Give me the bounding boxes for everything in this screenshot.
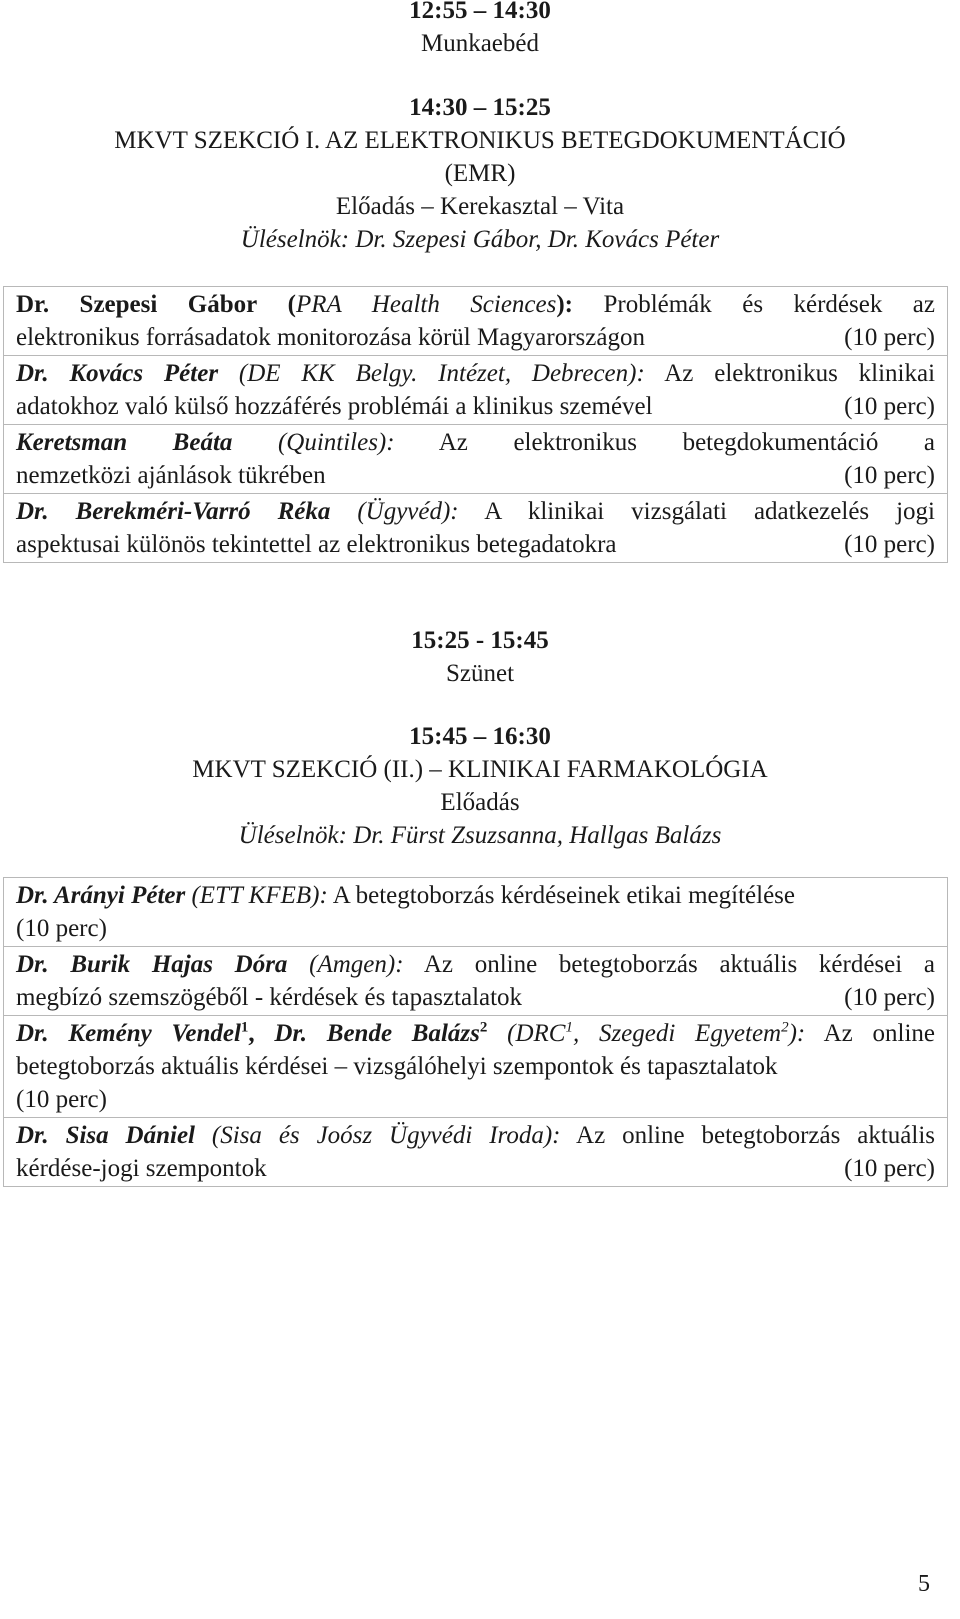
talk-title: Az elektronikus klinikai bbox=[664, 360, 936, 387]
affiliation-part: ): bbox=[788, 1020, 806, 1047]
talk-line bbox=[16, 495, 935, 528]
talk-row bbox=[4, 1118, 948, 1187]
break-time: 15:25 - 15:45 bbox=[411, 627, 549, 654]
talk-cell bbox=[4, 1016, 948, 1118]
talk-title-cont: nemzetközi ajánlások tükrében bbox=[16, 462, 326, 489]
talk-row bbox=[4, 494, 948, 563]
session1-time: 14:30 – 15:25 bbox=[409, 94, 551, 121]
talk-speaker: Dr. Sisa Dániel bbox=[16, 1122, 195, 1149]
session2-talk-table bbox=[3, 877, 948, 1187]
talk-row bbox=[4, 425, 948, 494]
talk-row bbox=[4, 878, 948, 947]
talk-duration: (10 perc) bbox=[16, 1086, 107, 1113]
footnote-marker: 2 bbox=[479, 1019, 488, 1036]
session1-title-line2: (EMR) bbox=[444, 160, 516, 187]
session2-title: MKVT SZEKCIÓ (II.) – KLINIKAI FARMAKOLÓGIA bbox=[192, 756, 768, 783]
footnote-marker: 2 bbox=[781, 1019, 789, 1036]
talk-speaker: Dr. Bende Balázs bbox=[274, 1020, 480, 1047]
session1-header bbox=[0, 91, 960, 256]
talk-affiliation: (Sisa és Joósz Ügyvédi Iroda): bbox=[211, 1122, 561, 1149]
talk-duration: (10 perc) bbox=[844, 1155, 935, 1182]
session2-header bbox=[0, 720, 960, 852]
talk-line bbox=[16, 426, 935, 459]
session1-title-line1: MKVT SZEKCIÓ I. AZ ELEKTRONIKUS BETEGDOKUMENTÁCIÓ bbox=[114, 127, 846, 154]
talk-cell bbox=[4, 494, 948, 563]
footnote-marker: 1 bbox=[565, 1019, 573, 1036]
break-block bbox=[0, 624, 960, 690]
talk-speaker: Dr. Burik Hajas Dóra bbox=[16, 951, 288, 978]
talk-title-cont: megbízó szemszögéből - kérdések és tapasztalatok bbox=[16, 984, 523, 1011]
talk-duration: (10 perc) bbox=[844, 531, 935, 558]
talk-title-cont: betegtoborzás aktuális kérdései – vizsgálóhelyi szempontok és tapasztalatok bbox=[16, 1053, 778, 1080]
talk-title: Az online betegtoborzás aktuális bbox=[576, 1122, 936, 1149]
talk-title-cont: aspektusai különös tekintettel az elektronikus betegadatokra bbox=[16, 531, 617, 558]
talk-row bbox=[4, 287, 948, 356]
talk-title: A betegtoborzás kérdéseinek etikai megítélése bbox=[332, 882, 796, 909]
talk-row bbox=[4, 1016, 948, 1118]
talk-speaker: Dr. Kovács Péter bbox=[16, 360, 219, 387]
break-title: Szünet bbox=[445, 660, 515, 687]
affiliation-part: , Szegedi Egyetem bbox=[572, 1020, 782, 1047]
lunch-time: 12:55 – 14:30 bbox=[409, 0, 551, 24]
talk-title: Az online betegtoborzás aktuális kérdései a bbox=[423, 951, 935, 978]
talk-title: A klinikai vizsgálati adatkezelés jogi bbox=[484, 498, 935, 525]
talk-line bbox=[16, 357, 935, 390]
talk-speaker: Keretsman Beáta bbox=[16, 429, 233, 456]
page-number: 5 bbox=[918, 1571, 930, 1597]
talk-speaker: Dr. Kemény Vendel bbox=[16, 1020, 241, 1047]
footnote-marker: 1 bbox=[240, 1019, 249, 1036]
talk-title: Az online bbox=[823, 1020, 936, 1047]
talk-affiliation: (DE KK Belgy. Intézet, Debrecen): bbox=[238, 360, 645, 387]
talk-affiliation: (Quintiles): bbox=[277, 429, 395, 456]
talk-line bbox=[16, 528, 935, 561]
talk-line bbox=[16, 1017, 935, 1050]
session1-format: Előadás – Kerekasztal – Vita bbox=[335, 193, 625, 220]
talk-cell bbox=[4, 1118, 948, 1187]
affiliation-part: (DRC bbox=[507, 1020, 566, 1047]
session2-chairs: Üléselnök: Dr. Fürst Zsuzsanna, Hallgas Balázs bbox=[238, 822, 722, 849]
talk-affiliation: (Amgen): bbox=[309, 951, 404, 978]
session2-time: 15:45 – 16:30 bbox=[409, 723, 551, 750]
talk-cell bbox=[4, 287, 948, 356]
talk-title-cont: elektronikus forrásadatok monitorozása körül Magyarországon bbox=[16, 324, 645, 351]
session1-talk-table bbox=[3, 286, 948, 563]
talk-duration: (10 perc) bbox=[844, 462, 935, 489]
talk-speaker: Dr. Arányi Péter bbox=[16, 882, 186, 909]
talk-line bbox=[16, 981, 935, 1014]
talk-line bbox=[16, 1152, 935, 1185]
talk-affiliation: (Ügyvéd): bbox=[357, 498, 459, 525]
speaker-separator: , bbox=[248, 1020, 275, 1047]
talk-line bbox=[16, 459, 935, 492]
talk-row bbox=[4, 947, 948, 1016]
talk-affiliation bbox=[507, 1020, 805, 1047]
talk-affiliation: (ETT KFEB): bbox=[191, 882, 328, 909]
talk-title: Problémák és kérdések az bbox=[603, 291, 935, 318]
talk-cell bbox=[4, 947, 948, 1016]
talk-title: Az elektronikus betegdokumentáció a bbox=[438, 429, 935, 456]
session2-format: Előadás bbox=[440, 789, 520, 816]
talk-cell bbox=[4, 878, 948, 947]
talk-line bbox=[16, 1119, 935, 1152]
talk-duration: (10 perc) bbox=[16, 915, 107, 942]
talk-speaker: Dr. Szepesi Gábor bbox=[16, 291, 258, 318]
talk-line bbox=[16, 390, 935, 423]
talk-affiliation: PRA Health Sciences bbox=[296, 291, 557, 318]
talk-title-cont: kérdése-jogi szempontok bbox=[16, 1155, 267, 1182]
talk-cell bbox=[4, 425, 948, 494]
talk-line bbox=[16, 879, 935, 912]
lunch-title: Munkaebéd bbox=[420, 30, 540, 57]
talk-row bbox=[4, 356, 948, 425]
talk-duration: (10 perc) bbox=[844, 984, 935, 1011]
talk-line bbox=[16, 321, 935, 354]
talk-line: Dr. Szepesi Gábor (PRA Health Sciences): Problémák és kérdések az bbox=[16, 291, 935, 318]
talk-line bbox=[16, 948, 935, 981]
talk-cell bbox=[4, 356, 948, 425]
talk-duration: (10 perc) bbox=[844, 393, 935, 420]
talk-duration: (10 perc) bbox=[844, 324, 935, 351]
session1-chairs: Üléselnök: Dr. Szepesi Gábor, Dr. Kovács Péter bbox=[240, 226, 720, 253]
talk-speaker: Dr. Berekméri-Varró Réka bbox=[16, 498, 331, 525]
talk-title-cont: adatokhoz való külső hozzáférés problémái a klinikus szemével bbox=[16, 393, 653, 420]
lunch-block bbox=[0, 0, 960, 60]
